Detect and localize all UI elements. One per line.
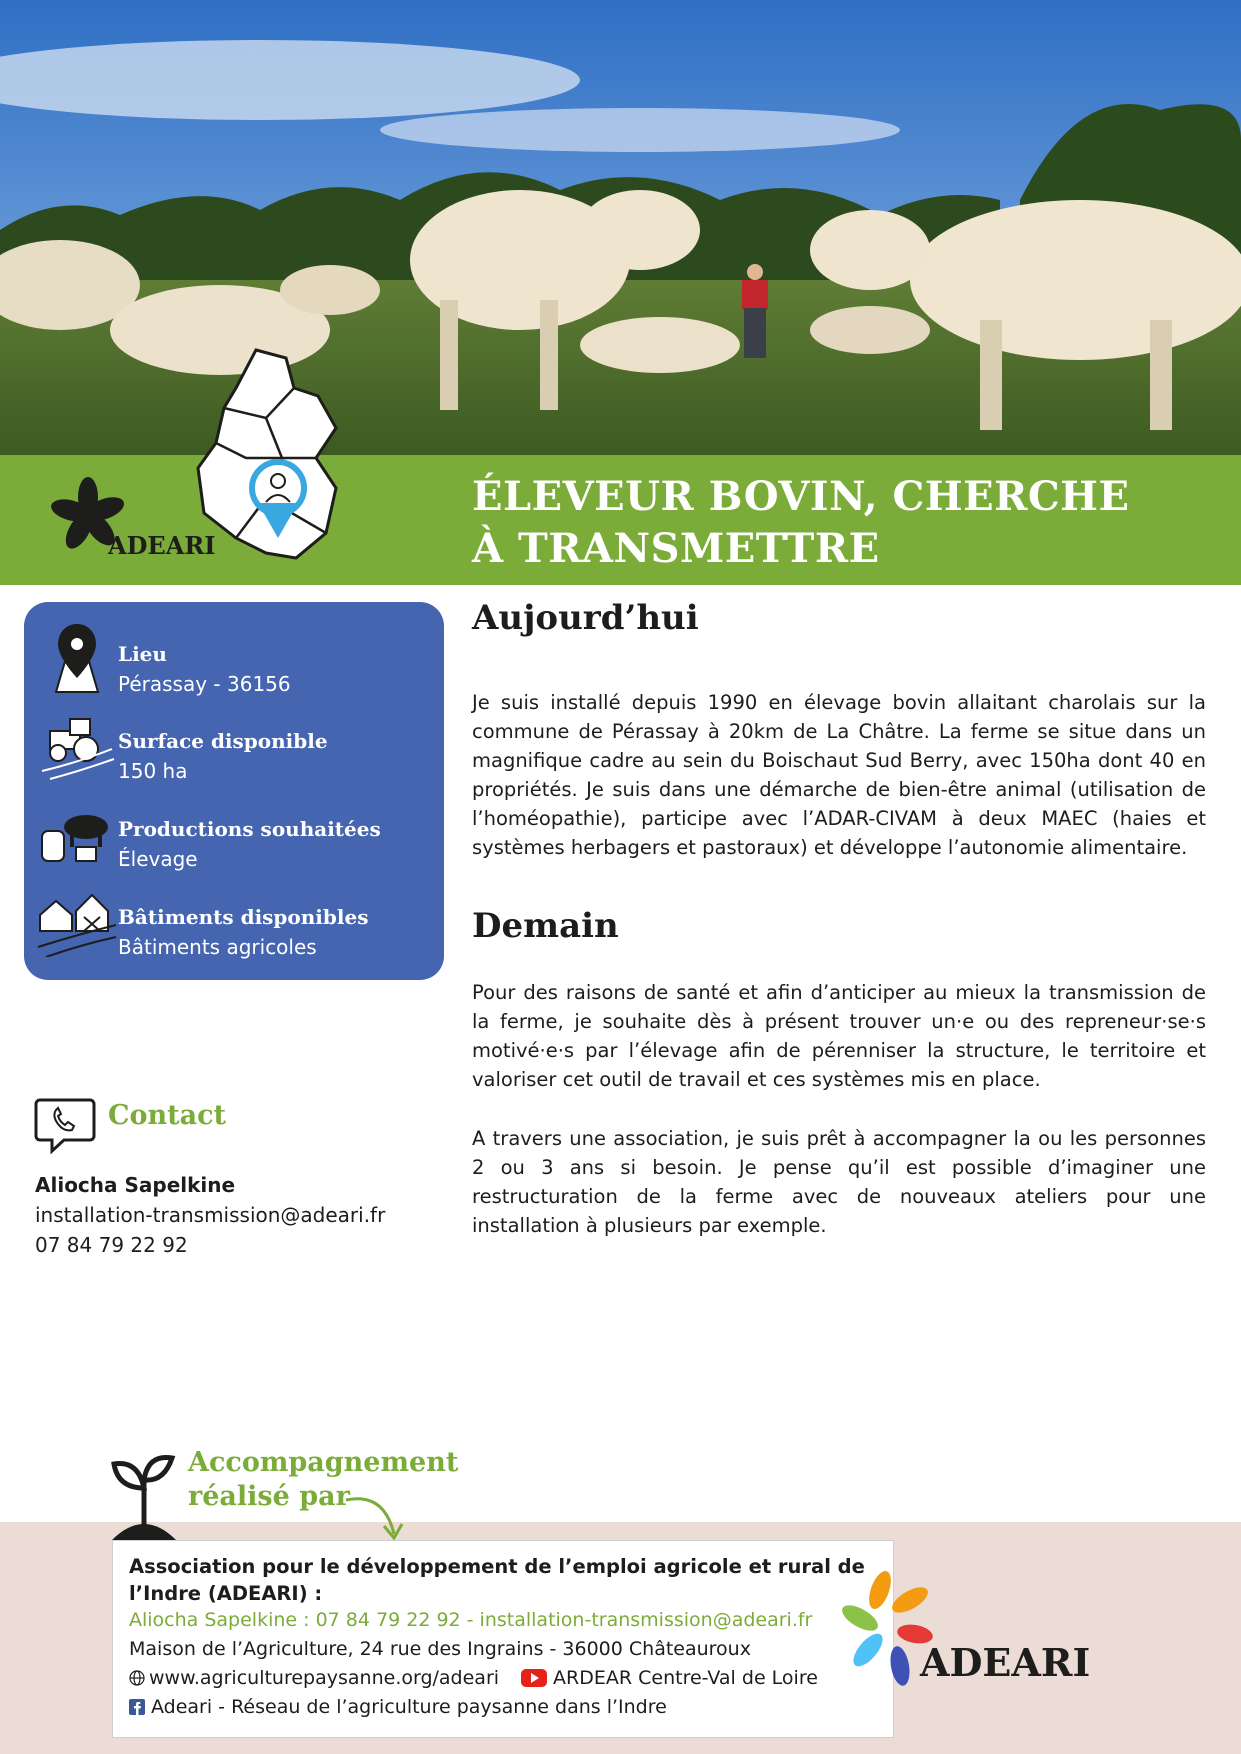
contact-email[interactable]: installation-transmission@adeari.fr	[35, 1203, 386, 1227]
support-heading-line-1: Accompagnement	[188, 1447, 459, 1478]
youtube-link[interactable]: ARDEAR Centre-Val de Loire	[553, 1667, 818, 1689]
info-row-location	[24, 622, 444, 702]
facebook-icon	[129, 1699, 145, 1715]
adeari-logo	[48, 475, 218, 575]
contact-details	[35, 1170, 385, 1260]
info-card	[24, 602, 444, 980]
curved-arrow-icon	[344, 1486, 404, 1546]
info-label: Productions souhaitées	[118, 817, 381, 841]
today-paragraph: Je suis installé depuis 1990 en élevage bovin allaitant charolais sur la commune de Pérassay à 20km de La Châtre. La ferme se situe dans un magnifique cadre au sein du Boischaut Sud Berry, avec 150ha dont 40 en propriétés. Je suis dans une démarche de bien-être animal (utilisation de l’homéopathie), participe avec l’ADAR-CIVAM à deux MAEC (haies et systèmes herbagers et pastoraux) et développe l’autonomie alimentaire.	[472, 691, 1206, 859]
info-row-buildings	[24, 885, 444, 965]
sprout-icon	[108, 1448, 180, 1544]
today-heading: Aujourd’hui	[472, 598, 699, 638]
tomorrow-heading: Demain	[472, 906, 619, 946]
partner-info-box	[112, 1540, 894, 1738]
footer-logo-text: ADEARI	[920, 1640, 1091, 1685]
tractor-icon	[36, 709, 118, 781]
info-row-surface	[24, 709, 444, 789]
info-value: Élevage	[118, 847, 198, 871]
phone-chat-icon	[34, 1096, 96, 1154]
region-map-icon	[196, 348, 366, 563]
footer-contact-line: Aliocha Sapelkine : 07 84 79 22 92 - installation-transmission@adeari.fr	[129, 1609, 813, 1631]
logo-text: ADEARI	[108, 531, 216, 560]
globe-icon	[129, 1670, 145, 1686]
farm-buildings-icon	[36, 885, 118, 957]
support-heading-line-2: réalisé par	[188, 1481, 350, 1512]
info-value: Bâtiments agricoles	[118, 935, 317, 959]
livestock-icon	[36, 797, 118, 869]
footer-address: Maison de l’Agriculture, 24 rue des Ingrains - 36000 Châteauroux	[129, 1638, 751, 1660]
info-label: Bâtiments disponibles	[118, 905, 369, 929]
footer-links-row	[129, 1667, 818, 1689]
info-row-production	[24, 797, 444, 877]
footer-facebook-row	[129, 1696, 667, 1718]
facebook-link[interactable]: Adeari - Réseau de l’agriculture paysanne dans l’Indre	[151, 1696, 667, 1718]
info-value: Pérassay - 36156	[118, 672, 291, 696]
page-title-line-2: À TRANSMETTRE	[472, 525, 880, 572]
contact-phone[interactable]: 07 84 79 22 92	[35, 1233, 188, 1257]
title-banner	[0, 455, 1241, 585]
location-pin-icon	[36, 622, 118, 694]
info-label: Lieu	[118, 642, 167, 666]
contact-heading: Contact	[108, 1100, 227, 1131]
organization-name: Association pour le développement de l’emploi agricole et rural de l’Indre (ADEARI) :	[129, 1555, 865, 1605]
hero-photo	[0, 0, 1241, 455]
tomorrow-paragraph-1: Pour des raisons de santé et afin d’anticiper au mieux la transmission de la ferme, je souhaite dès à présent trouver un·e ou des repreneur·se·s motivé·e·s par l’élevage afin de pérenniser la structure, le territoire et valoriser cet outil de travail et ces systèmes mis en place.	[472, 981, 1206, 1091]
website-link[interactable]: www.agriculturepaysanne.org/adeari	[149, 1667, 500, 1689]
contact-name: Aliocha Sapelkine	[35, 1173, 236, 1197]
tomorrow-paragraph-2: A travers une association, je suis prêt à accompagner la ou les personnes 2 ou 3 ans si besoin. Je pense qu’il est possible d’imaginer une restructuration de la ferme avec de nouveaux ateliers pour une installation à plusieurs par exemple.	[472, 1127, 1206, 1237]
page-title	[472, 471, 1129, 575]
info-value: 150 ha	[118, 759, 188, 783]
info-label: Surface disponible	[118, 729, 328, 753]
youtube-icon	[521, 1669, 547, 1687]
support-heading	[188, 1446, 458, 1514]
page-title-line-1: ÉLEVEUR BOVIN, CHERCHE	[472, 473, 1130, 520]
